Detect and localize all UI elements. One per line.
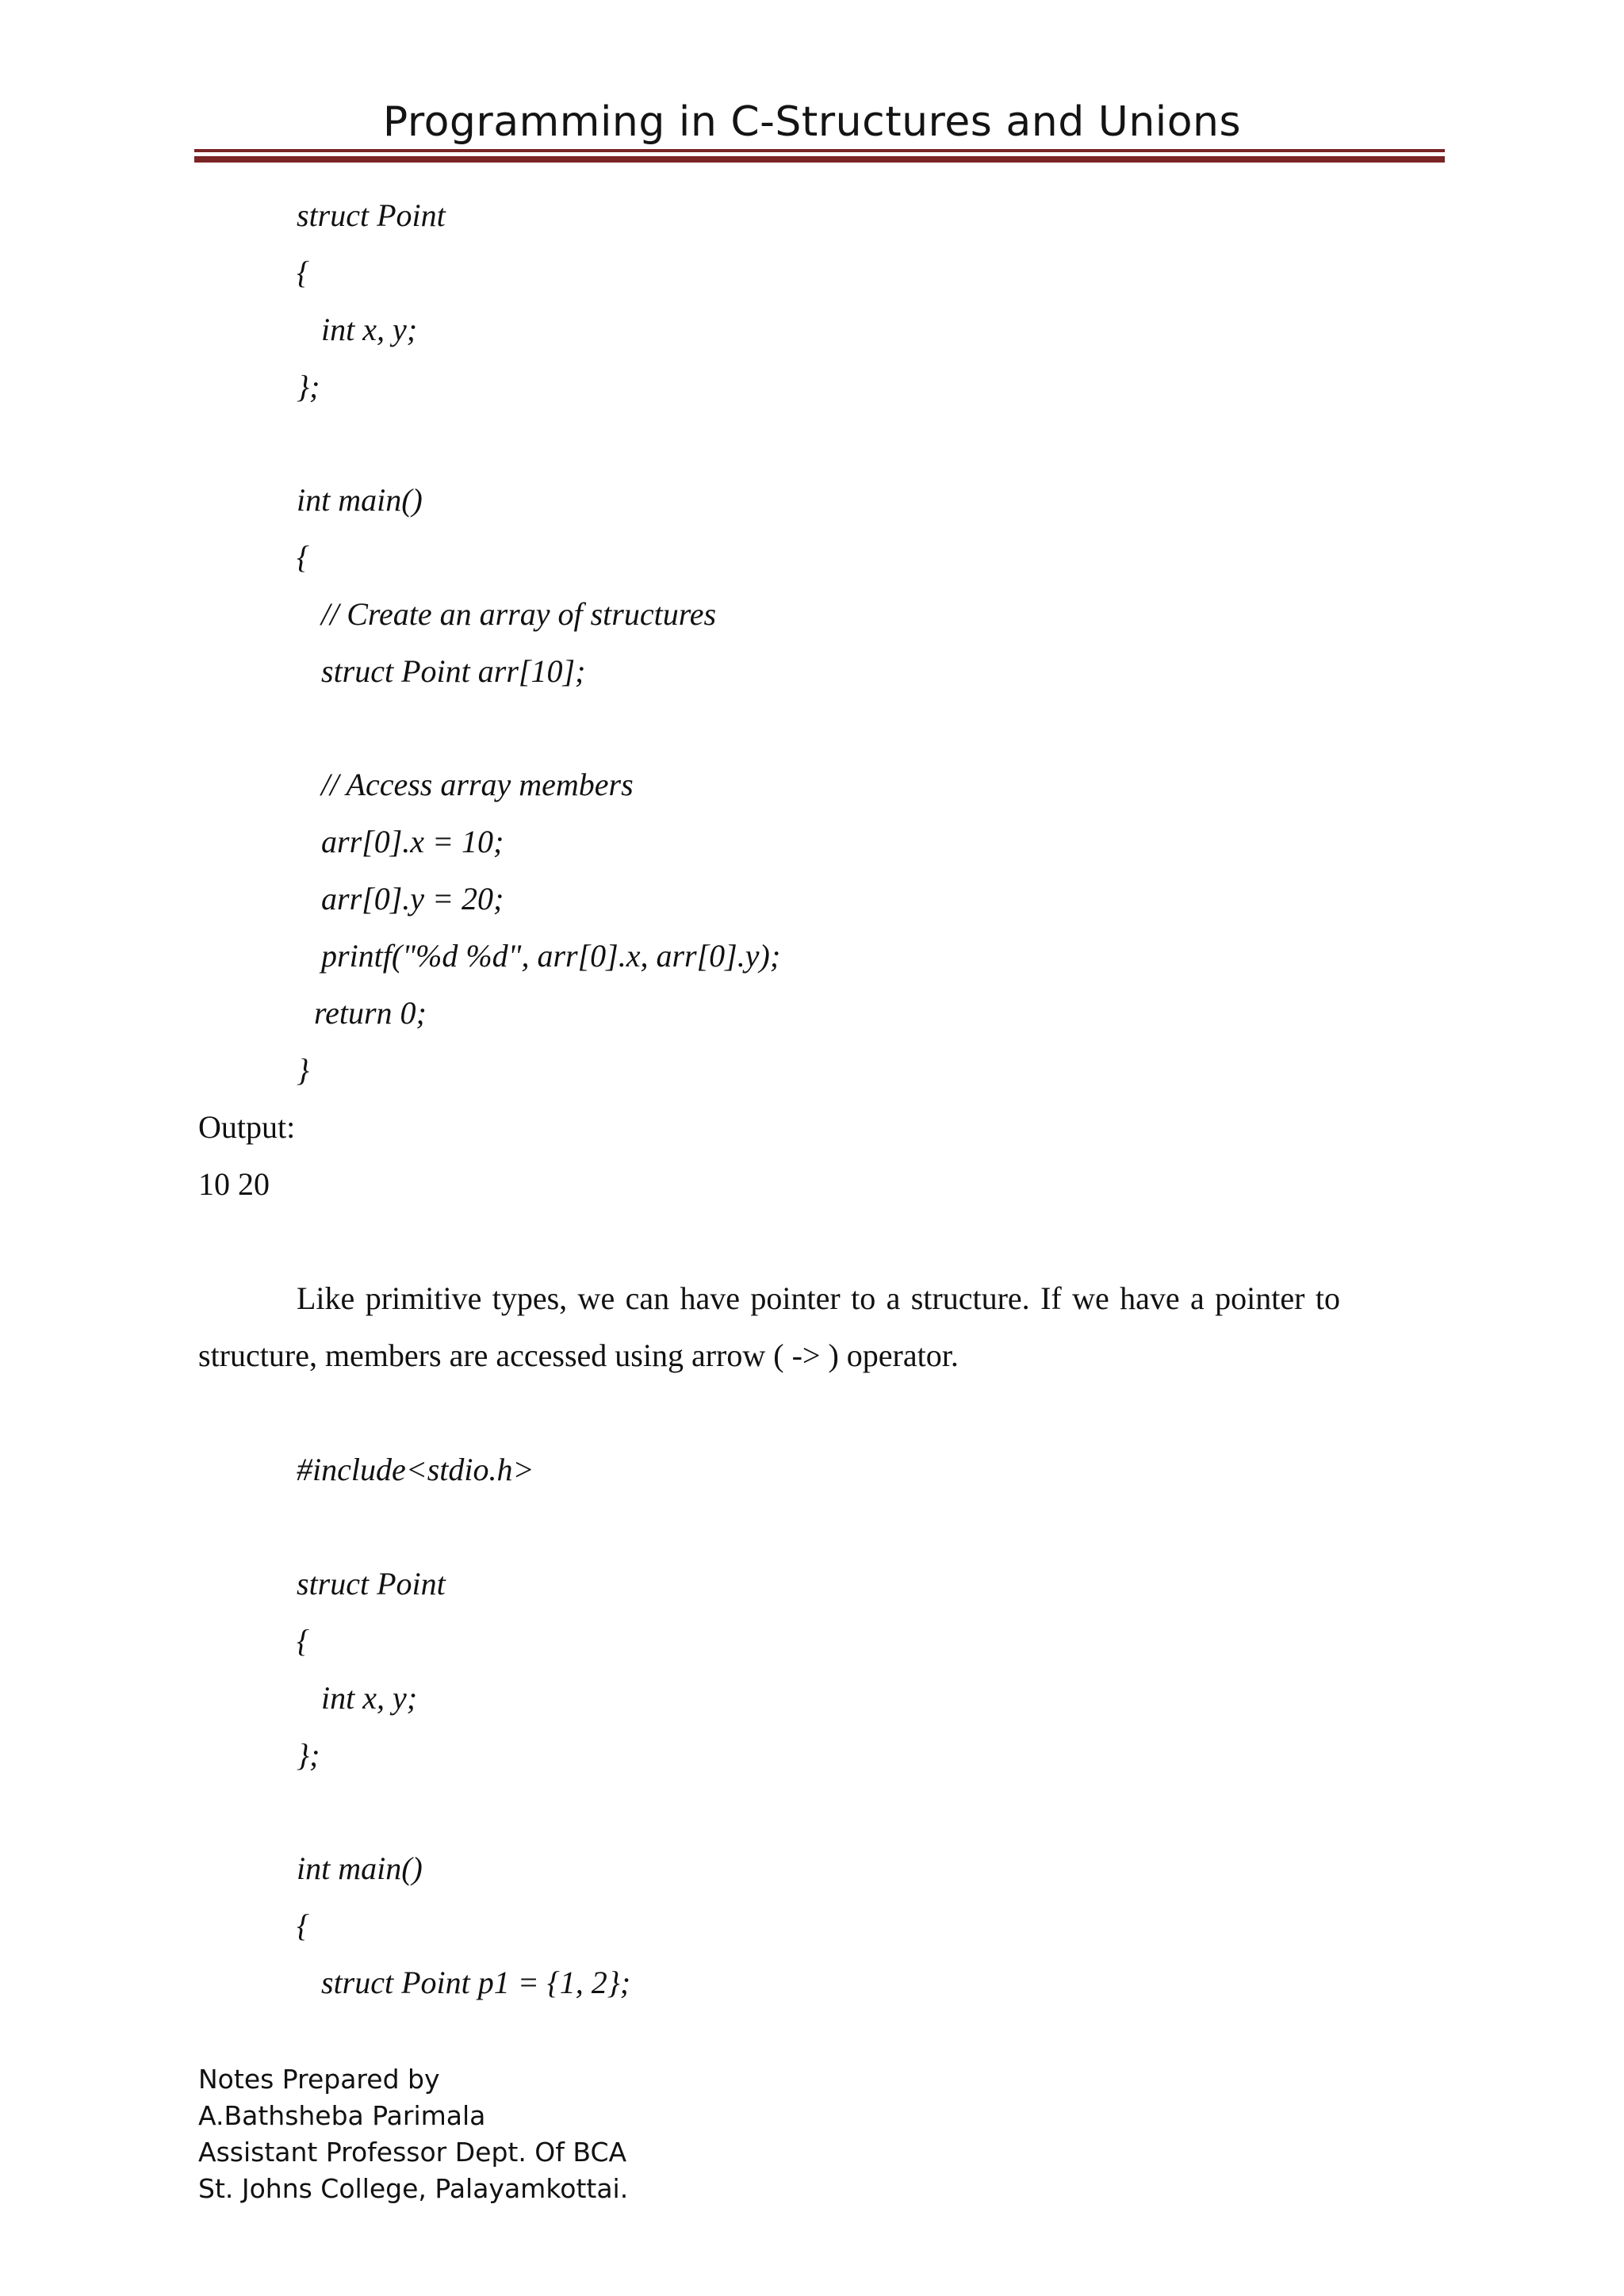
code-line: struct Point p1 = {1, 2}; bbox=[321, 1965, 631, 2000]
code-line: #include<stdio.h> bbox=[297, 1452, 534, 1487]
footer-line-prepared: Notes Prepared by bbox=[198, 2064, 440, 2095]
footer-line-college: St. Johns College, Palayamkottai. bbox=[198, 2173, 629, 2204]
code-line: }; bbox=[297, 1737, 320, 1773]
code-line: // Access array members bbox=[321, 767, 634, 802]
code-line: struct Point bbox=[297, 197, 446, 233]
code-line: }; bbox=[297, 369, 320, 404]
code-line: int main() bbox=[297, 1850, 423, 1886]
header-rule-thick bbox=[194, 156, 1445, 163]
code-line: int x, y; bbox=[321, 312, 418, 347]
code-line: int main() bbox=[297, 482, 423, 518]
footer-line-position: Assistant Professor Dept. Of BCA bbox=[198, 2137, 627, 2168]
code-line: arr[0].y = 20; bbox=[321, 881, 504, 916]
header-rule-thin bbox=[194, 149, 1445, 152]
footer bbox=[198, 2061, 628, 2207]
code-line: struct Point arr[10]; bbox=[321, 653, 586, 689]
code-line: arr[0].x = 10; bbox=[321, 824, 504, 859]
code-line: { bbox=[297, 254, 309, 290]
code-line: { bbox=[297, 1908, 309, 1943]
code-line: { bbox=[297, 1623, 309, 1659]
code-line: int x, y; bbox=[321, 1680, 418, 1716]
code-line: struct Point bbox=[297, 1566, 446, 1601]
code-line: { bbox=[297, 539, 309, 575]
code-line: printf("%d %d", arr[0].x, arr[0].y); bbox=[321, 938, 781, 974]
paragraph-line-2: structure, members are accessed using arrow ( -> ) operator. bbox=[198, 1337, 959, 1373]
footer-line-author: A.Bathsheba Parimala bbox=[198, 2100, 486, 2131]
page-title: Programming in C-Structures and Unions bbox=[382, 98, 1242, 146]
output-value: 10 20 bbox=[198, 1166, 270, 1202]
code-line: return 0; bbox=[314, 995, 427, 1031]
code-line: // Create an array of structures bbox=[321, 596, 717, 632]
code-line: } bbox=[297, 1052, 309, 1088]
paragraph-line-1: Like primitive types, we can have pointer to a structure. If we have a pointer to bbox=[297, 1280, 1340, 1316]
output-label: Output: bbox=[198, 1109, 296, 1145]
